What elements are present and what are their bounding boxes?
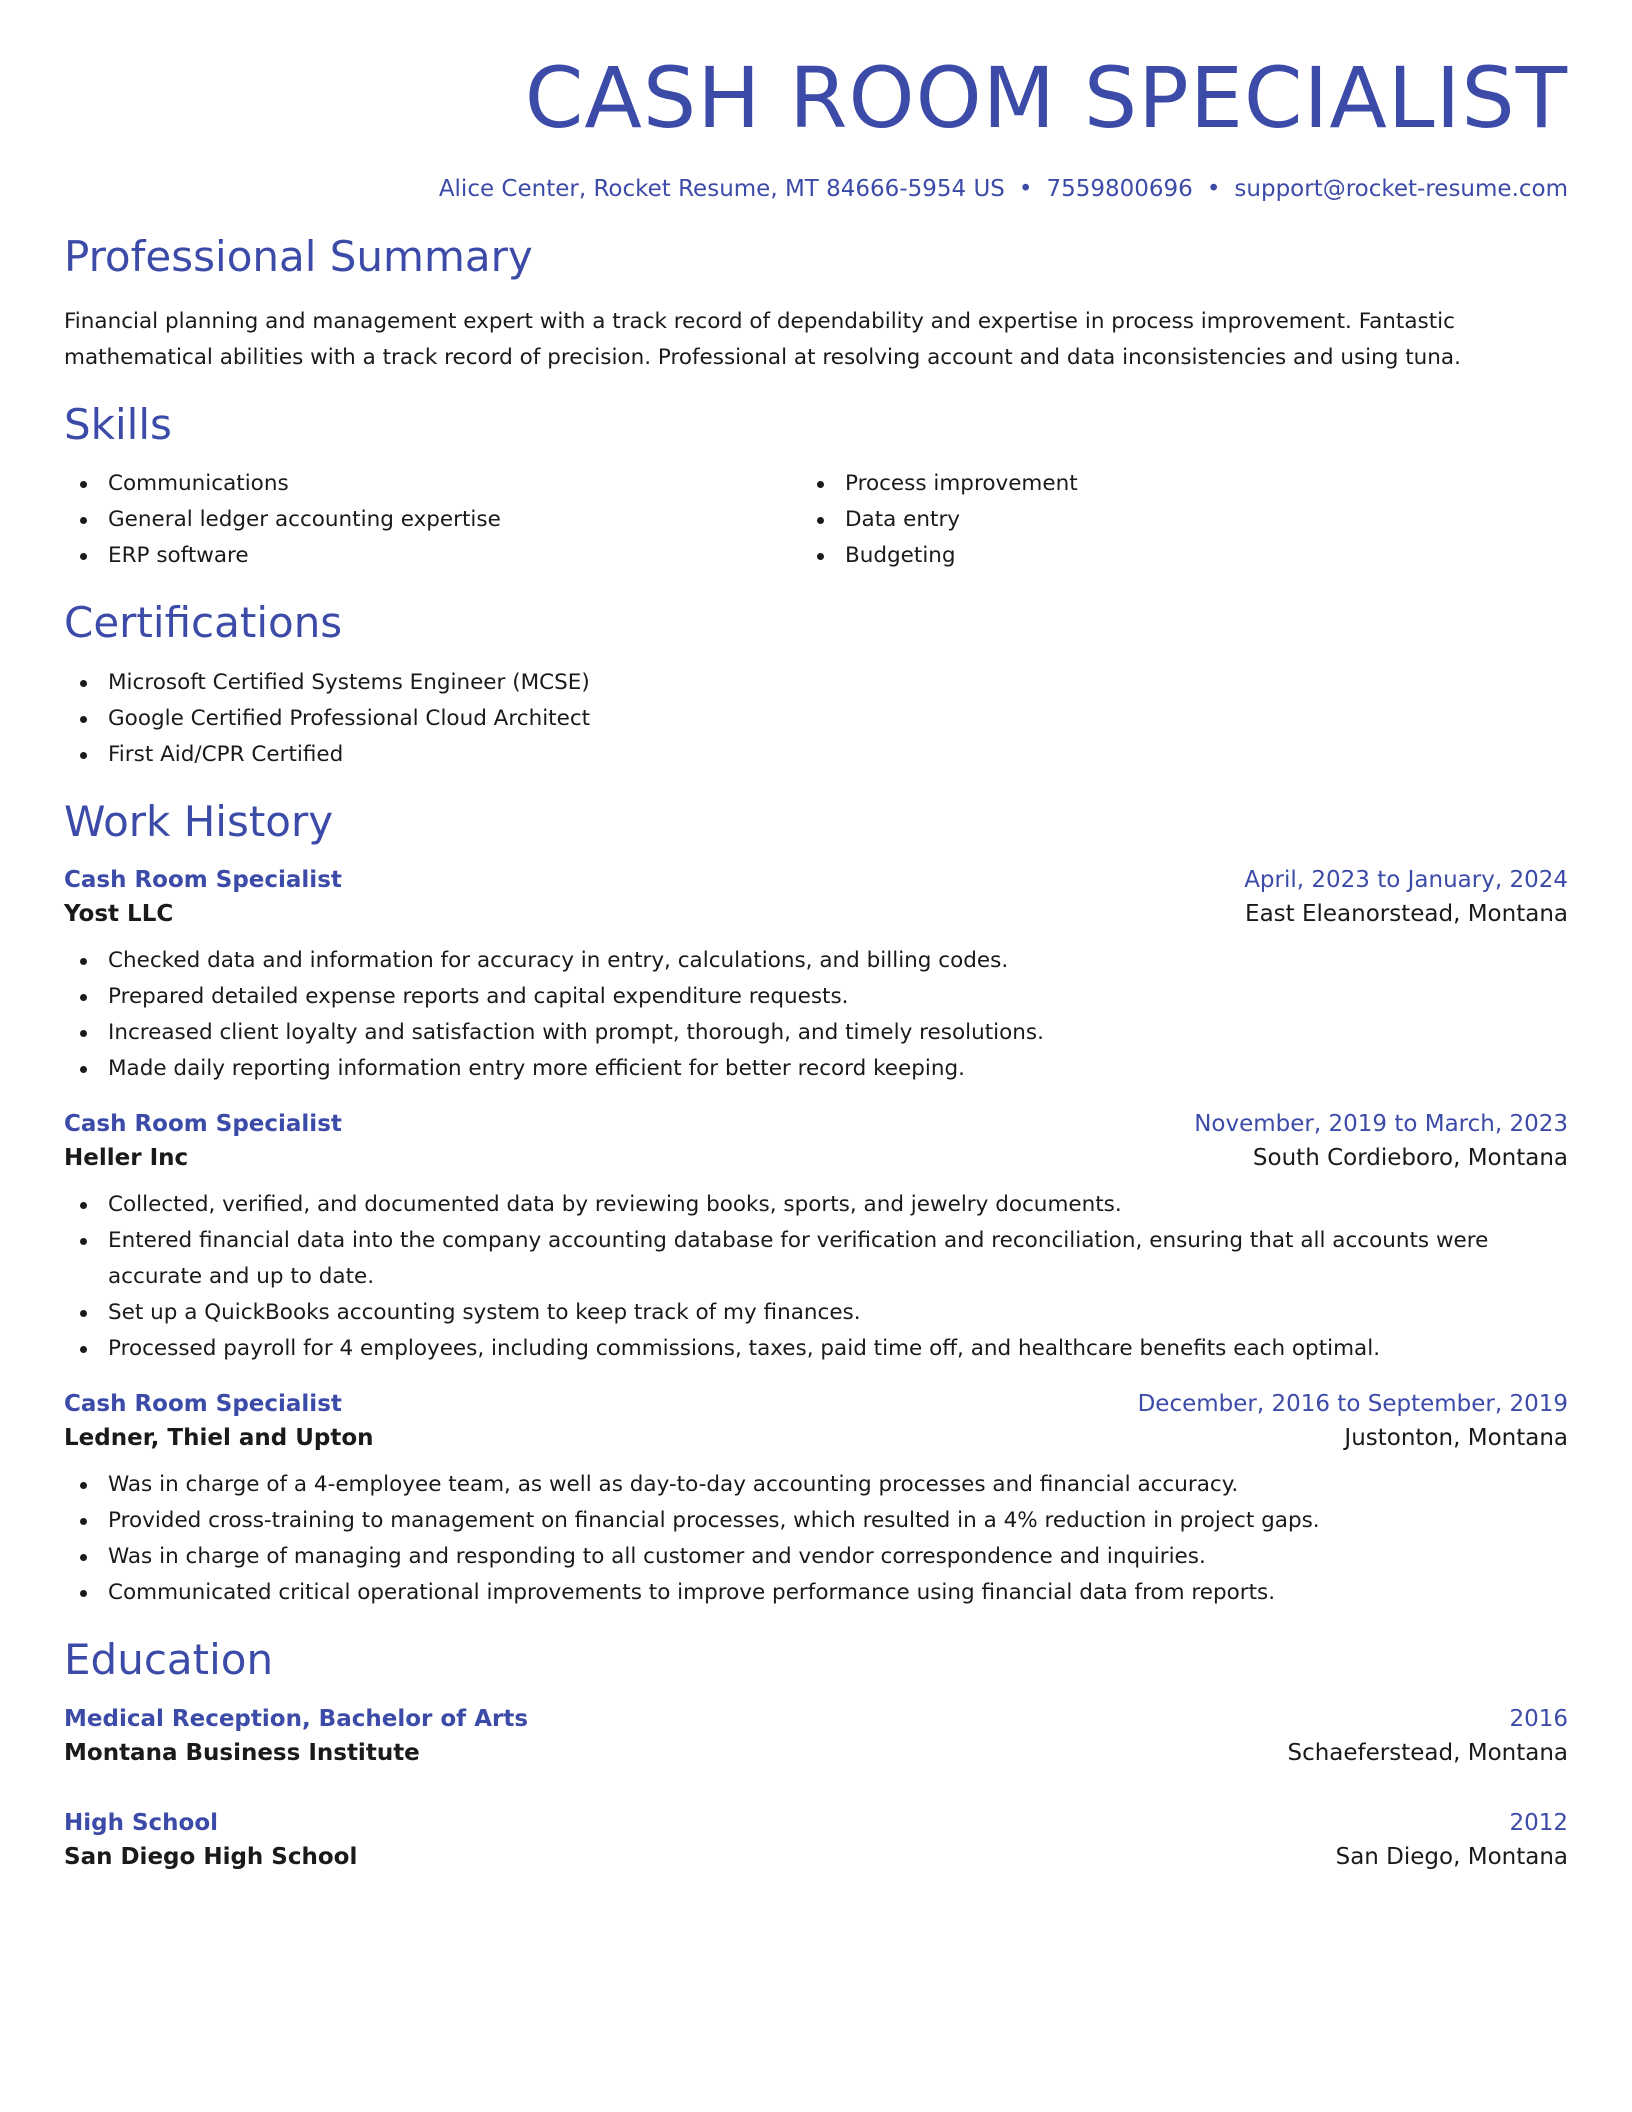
work-history-section [64,797,1568,1611]
certifications-heading: Certifications [64,598,343,648]
job-bullets [64,943,1568,1087]
education-year: 2012 [1509,1809,1568,1836]
education-school: San Diego High School [64,1843,358,1870]
education-degree: High School [64,1809,219,1836]
education-school-row [64,1740,1568,1766]
job-bullets [64,1187,1568,1367]
skill-item: Budgeting [801,538,1538,574]
job-bullet: Processed payroll for 4 employees, including commissions, taxes, paid time off, and healthcare benefits each optimal. [64,1331,1568,1367]
job-dates: November, 2019 to March, 2023 [1194,1111,1568,1138]
education-entry [64,1706,1568,1766]
job-bullets [64,1467,1568,1611]
education-location: San Diego, Montana [1335,1843,1568,1870]
resume-header [64,0,1568,204]
contact-phone: 7559800696 [1046,176,1193,202]
job-bullet: Prepared detailed expense reports and capital expenditure requests. [64,979,1568,1015]
skill-item: Communications [64,466,801,502]
contact-separator: • [1206,176,1221,202]
job-bullet: Made daily reporting information entry more efficient for better record keeping. [64,1051,1568,1087]
skill-item: ERP software [64,538,801,574]
job-title: Cash Room Specialist [64,1111,342,1138]
contact-separator: • [1018,176,1033,202]
summary-heading: Professional Summary [64,231,533,281]
skills-heading: Skills [64,399,172,449]
skills-grid [64,466,1568,574]
job-location: Justonton, Montana [1344,1425,1568,1452]
certifications-section [64,598,1568,772]
education-year: 2016 [1509,1705,1568,1732]
job-bullet: Increased client loyalty and satisfaction with prompt, thorough, and timely resolutions. [64,1015,1568,1051]
education-heading: Education [64,1635,274,1685]
skills-list-right [801,466,1538,574]
job-bullet: Set up a QuickBooks accounting system to keep track of my finances. [64,1295,1568,1331]
job-bullet: Provided cross-training to management on financial processes, which resulted in a 4% reduction in project gaps. [64,1503,1568,1539]
job-entry [64,1111,1568,1367]
education-school: Montana Business Institute [64,1739,420,1766]
work-history-heading: Work History [64,796,334,846]
job-title-row [64,1391,1568,1417]
job-title-row [64,867,1568,893]
job-company: Ledner, Thiel and Upton [64,1425,374,1452]
job-dates: December, 2016 to September, 2019 [1137,1391,1568,1418]
contact-line [64,176,1568,204]
job-entry [64,867,1568,1087]
candidate-title: CASH ROOM SPECIALIST [524,49,1568,147]
skill-item: Process improvement [801,466,1538,502]
job-location: East Eleanorstead, Montana [1245,901,1568,928]
job-bullet: Was in charge of a 4-employee team, as well as day-to-day accounting processes and financial accuracy. [64,1467,1568,1503]
summary-text: Financial planning and management expert with a track record of dependability and expertise in process improvement. Fantastic mathematical abilities with a track record of precision. Professional at resolving account and data inconsistencies and using tuna. [64,308,1461,370]
certification-item: Microsoft Certified Systems Engineer (MCSE) [64,665,1568,701]
job-company-row [64,1145,1568,1171]
skills-section [64,400,1568,574]
job-title: Cash Room Specialist [64,867,342,894]
job-company: Heller Inc [64,1145,189,1172]
education-entry [64,1810,1568,1870]
certification-item: First Aid/CPR Certified [64,737,1568,773]
job-title: Cash Room Specialist [64,1391,342,1418]
job-bullet: Checked data and information for accuracy in entry, calculations, and billing codes. [64,943,1568,979]
education-degree-row [64,1810,1568,1836]
education-degree: Medical Reception, Bachelor of Arts [64,1705,529,1732]
job-bullet: Was in charge of managing and responding to all customer and vendor correspondence and inquiries. [64,1539,1568,1575]
job-company-row [64,1425,1568,1451]
contact-email: support@rocket-resume.com [1234,176,1568,202]
job-bullet: Collected, verified, and documented data by reviewing books, sports, and jewelry documents. [64,1187,1568,1223]
job-bullet: Communicated critical operational improvements to improve performance using financial data from reports. [64,1575,1568,1611]
job-bullet: Entered financial data into the company accounting database for verification and reconciliation, ensuring that all accounts were accurate and up to date. [64,1223,1568,1295]
certifications-list [64,665,1568,773]
job-entry [64,1391,1568,1611]
education-degree-row [64,1706,1568,1732]
skill-item: General ledger accounting expertise [64,502,801,538]
job-company: Yost LLC [64,901,174,928]
job-company-row [64,901,1568,927]
education-location: Schaeferstead, Montana [1287,1739,1568,1766]
contact-address: Alice Center, Rocket Resume, MT 84666-5954 US [438,176,1005,202]
job-location: South Cordieboro, Montana [1252,1145,1568,1172]
certification-item: Google Certified Professional Cloud Architect [64,701,1568,737]
summary-section [64,232,1568,376]
education-school-row [64,1844,1568,1870]
skill-item: Data entry [801,502,1538,538]
job-title-row [64,1111,1568,1137]
skills-list-left [64,466,801,574]
job-dates: April, 2023 to January, 2024 [1244,867,1568,894]
education-section [64,1635,1568,1869]
